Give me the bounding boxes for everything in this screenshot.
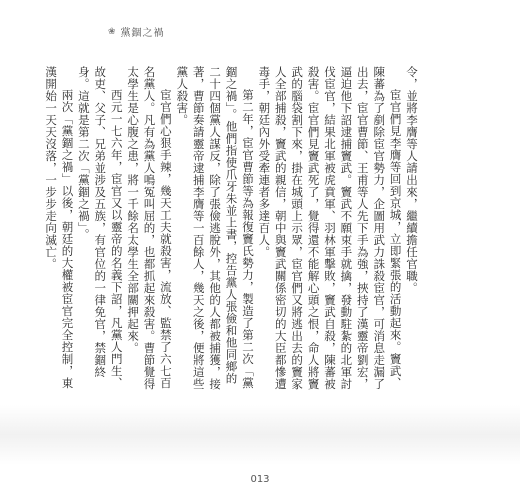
page-number: 013 <box>250 474 270 485</box>
paragraph: 第二年，宦官曹節等為報復竇氏勢力，製造了第二次「黨錮之禍」。他們指使爪牙朱並上書，控告黨人張儉和他同鄉的二十四個黨人謀反，除了張儉逃脫外，其他的人都被捕獲，接著，曹節奏請靈帝逮捕李膺等一百餘人，幾天之後，便將這些黨人殺害。 <box>175 66 255 390</box>
paragraph: 西元一七六年，宦官又以靈帝的名義下詔，凡黨人門生、故吏、父子、兄弟並涉及五族，有官位的一律免官，禁錮終身。這就是第二次「黨錮之禍」。 <box>76 66 124 389</box>
paragraph: 兩次「黨錮之禍」以後，朝廷的大權被宦官完全控制，東漢開始一天天沒落，一步步走向滅亡。 <box>44 66 75 389</box>
paragraph: 宦官們心狠手辣，幾天工夫就殺害，流放、監禁了六七百名黨人。凡有為黨人鳴冤叫屈的，也都抓起來殺害。曹節覺得太學生是心腹之患，將一千餘名太學生全部關押起來。 <box>126 66 173 390</box>
ink-wash-decoration <box>0 405 520 465</box>
flower-icon: ❀ <box>108 26 117 37</box>
paragraph: 宦官們見李膺等回到京城，立即緊張的活動起來。竇武、陳蕃為了剷除宦官勢力，企圖用武力誅殺宦官，可消息走漏了出去，宦官曹節、王甫等人先下手為強，挾持了漢靈帝劉宏，逼迫他下詔逮捕竇武。竇武不願束手就擒，發動駐紮的北軍討伐宦官，結果北軍被虎賁軍、羽林軍擊敗，竇武自殺，陳蕃被殺害。宦官們見竇武死了，覺得還不能解心頭之恨，命人將竇武的腦袋割下來，掛在城頭上示眾，宦官們又將逃出去的竇家人全部捕殺，竇武的親信，朝中與竇武關係密切的大臣都慘遭毒手，朝廷內外受牽連者多達百人。 <box>257 66 403 390</box>
running-header <box>108 24 165 39</box>
vertical-text-body <box>44 66 420 396</box>
paragraph: 令，並將李膺等人請出來，繼續擔任官職。 <box>405 66 419 294</box>
running-header-title: 黨錮之禍 <box>120 28 165 39</box>
